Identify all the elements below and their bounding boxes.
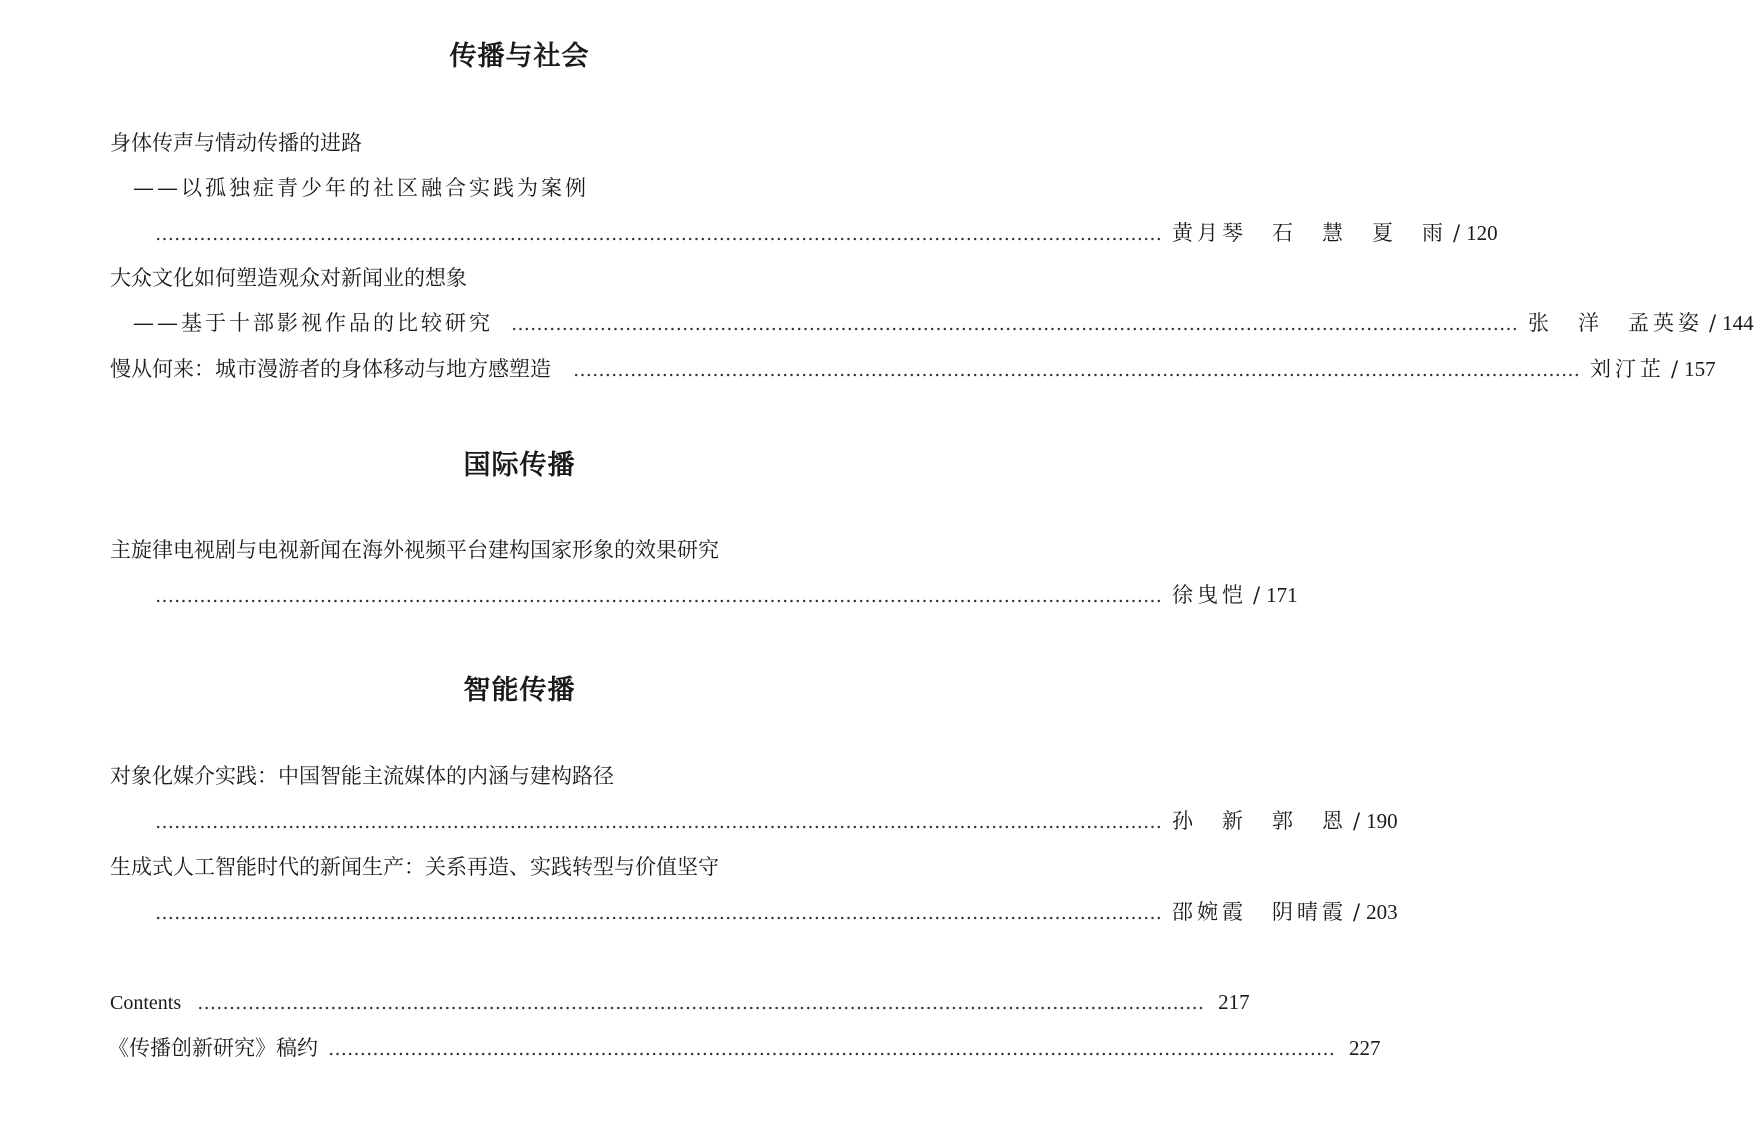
page-separator: / (1671, 357, 1679, 381)
page-separator: / (1353, 900, 1361, 924)
entry-title[interactable]: 慢从何来：城市漫游者的身体移动与地方感塑造 (110, 357, 551, 381)
page-number[interactable]: 171 (1266, 583, 1298, 607)
leader-dots: …………………………………………………………………………………………………………………………………………… (155, 811, 1162, 833)
page-separator: / (1253, 583, 1261, 607)
entry-title[interactable]: 身体传声与情动传播的进路 (110, 131, 362, 155)
page-number[interactable]: 190 (1366, 809, 1398, 833)
leader-dots: …………………………………………………………………………………………………………………………………………… (155, 585, 1162, 607)
toc-row (155, 806, 1398, 837)
section-title-international: 国际传播 (463, 450, 576, 481)
page-number[interactable]: 144 (1722, 311, 1754, 335)
page-number[interactable]: 203 (1366, 900, 1398, 924)
section-title-society: 传播与社会 (449, 41, 590, 72)
leader-dots: …………………………………………………………………………………………………………………………………………… (155, 902, 1162, 924)
toc-row (155, 218, 1498, 249)
page-number[interactable]: 217 (1218, 990, 1250, 1014)
entry-title[interactable]: 生成式人工智能时代的新闻生产：关系再造、实践转型与价值坚守 (110, 855, 719, 879)
entry-title[interactable]: 大众文化如何塑造观众对新闻业的想象 (110, 266, 467, 290)
entry-subtitle: ——基于十部影视作品的比较研究 (133, 311, 493, 335)
page-separator: / (1453, 221, 1461, 245)
entry-authors: 徐曳恺 (1172, 583, 1247, 607)
submission-guidelines-label[interactable]: 《传播创新研究》稿约 (108, 1036, 318, 1060)
entry-authors: 邵婉霞 阴晴霞 (1172, 900, 1347, 924)
entry-title[interactable]: 对象化媒介实践：中国智能主流媒体的内涵与建构路径 (110, 764, 614, 788)
page-number[interactable]: 120 (1466, 221, 1498, 245)
entry-authors: 孙 新 郭 恩 (1172, 809, 1347, 833)
page-number[interactable]: 227 (1349, 1036, 1381, 1060)
entry-authors: 张 洋 孟英姿 (1528, 311, 1703, 335)
entry-authors: 黄月琴 石 慧 夏 雨 (1172, 221, 1447, 245)
toc-row (155, 897, 1398, 928)
leader-dots: …………………………………………………………………………………………………………………………………………… (155, 223, 1162, 245)
leader-dots: …………………………………………………………………………………………………………………………………………… (573, 359, 1580, 381)
page-separator: / (1709, 311, 1717, 335)
page-separator: / (1353, 809, 1361, 833)
toc-row (108, 1033, 1381, 1064)
entry-title[interactable]: 主旋律电视剧与电视新闻在海外视频平台建构国家形象的效果研究 (110, 538, 719, 562)
leader-dots: …………………………………………………………………………………………………………………………………………… (197, 992, 1205, 1014)
toc-row (110, 354, 1716, 385)
section-title-intelligent: 智能传播 (463, 675, 576, 706)
entry-authors: 刘汀芷 (1590, 357, 1665, 381)
contents-label[interactable]: Contents (110, 992, 182, 1014)
leader-dots: …………………………………………………………………………………………………………………………………………… (511, 313, 1518, 335)
entry-subtitle: ——以孤独症青少年的社区融合实践为案例 (133, 176, 589, 200)
leader-dots: …………………………………………………………………………………………………………………………………………… (328, 1038, 1335, 1060)
toc-row (155, 580, 1298, 611)
toc-row (133, 308, 1754, 339)
page-number[interactable]: 157 (1684, 357, 1716, 381)
toc-row (110, 987, 1250, 1018)
